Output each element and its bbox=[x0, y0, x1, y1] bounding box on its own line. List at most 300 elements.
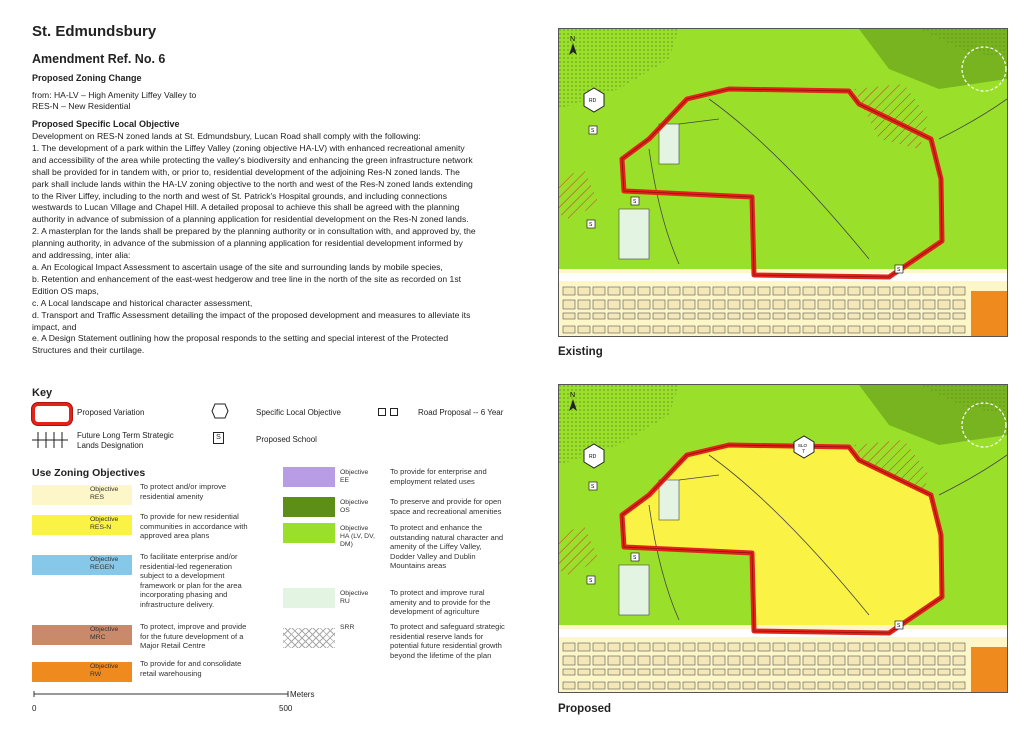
building bbox=[818, 682, 830, 689]
zoning-code-label: Objective bbox=[90, 556, 119, 563]
proposed-school-icon: S bbox=[213, 432, 224, 444]
building bbox=[728, 326, 740, 333]
building bbox=[578, 682, 590, 689]
zoning-code: RES-N bbox=[90, 524, 112, 531]
building bbox=[848, 313, 860, 319]
building bbox=[848, 669, 860, 675]
proposed-school-label: Proposed School bbox=[256, 435, 317, 444]
zoning-description: residential-led regeneration bbox=[140, 561, 233, 571]
building bbox=[743, 326, 755, 333]
building bbox=[908, 313, 920, 319]
building bbox=[953, 313, 965, 319]
hospital-building bbox=[659, 480, 679, 520]
building bbox=[608, 656, 620, 665]
building bbox=[668, 656, 680, 665]
building bbox=[938, 669, 950, 675]
building bbox=[863, 643, 875, 651]
north-label: N bbox=[570, 392, 576, 399]
building bbox=[683, 326, 695, 333]
building bbox=[893, 682, 905, 689]
slo-line: Structures and their curtilage. bbox=[32, 345, 145, 356]
school-code: S bbox=[589, 578, 593, 584]
building bbox=[893, 326, 905, 333]
zoning-description: To protect and/or improve bbox=[140, 482, 227, 491]
building bbox=[833, 287, 845, 295]
building bbox=[743, 682, 755, 689]
building bbox=[563, 313, 575, 319]
building bbox=[668, 669, 680, 675]
scale-zero: 0 bbox=[32, 704, 37, 713]
building bbox=[743, 669, 755, 675]
slo-line: a. An Ecological Impact Assessment to ascertain usage of the site and surrounding lands by mobile species, bbox=[32, 261, 443, 272]
zoning-description: subject to a development bbox=[140, 571, 225, 581]
building bbox=[788, 326, 800, 333]
zoning-change-from: from: HA-LV – High Amenity Liffey Valley to bbox=[32, 90, 197, 100]
building bbox=[623, 682, 635, 689]
building bbox=[563, 326, 575, 333]
building bbox=[893, 656, 905, 665]
zoning-description: To provide for new residential bbox=[140, 512, 239, 521]
building bbox=[713, 643, 725, 651]
building bbox=[563, 669, 575, 675]
zoning-description: Major Retail Centre bbox=[140, 641, 206, 651]
building bbox=[803, 682, 815, 689]
building bbox=[878, 682, 890, 689]
zoning-description: approved area plans bbox=[140, 531, 210, 541]
hospital-building bbox=[619, 209, 649, 259]
building bbox=[893, 643, 905, 651]
building bbox=[638, 682, 650, 689]
building bbox=[848, 287, 860, 295]
slo-line: authority in advance of submission of a planning application for residential development on the Res-N zoned lands. bbox=[32, 214, 469, 225]
building bbox=[848, 682, 860, 689]
building bbox=[923, 682, 935, 689]
slo-line: park shall include lands within the HA-LV zoning objective to the north and west of the Res-N zoned lands extending bbox=[32, 178, 473, 189]
zoning-code-label: Objective bbox=[340, 499, 369, 506]
building bbox=[758, 313, 770, 319]
building bbox=[563, 287, 575, 295]
building bbox=[803, 326, 815, 333]
slo-heading: Proposed Specific Local Objective bbox=[32, 119, 180, 129]
road-proposal-square-icon bbox=[390, 408, 398, 416]
building bbox=[863, 300, 875, 309]
zoning-swatch bbox=[283, 467, 335, 487]
road-code: RD bbox=[589, 98, 597, 104]
hospital-building bbox=[619, 565, 649, 615]
building bbox=[758, 287, 770, 295]
building bbox=[773, 313, 785, 319]
zoning-description: framework or plan for the area bbox=[140, 580, 242, 590]
slo-code: SLO bbox=[798, 443, 808, 448]
building bbox=[773, 669, 785, 675]
building bbox=[638, 326, 650, 333]
building bbox=[698, 313, 710, 319]
zoning-description: employment related uses bbox=[390, 476, 475, 486]
building bbox=[788, 643, 800, 651]
building bbox=[758, 682, 770, 689]
building bbox=[623, 326, 635, 333]
building bbox=[743, 287, 755, 295]
zoning-code-label: Objective bbox=[340, 469, 369, 476]
zoning-description: residential amenity bbox=[140, 491, 204, 501]
building bbox=[803, 669, 815, 675]
building bbox=[623, 669, 635, 675]
building bbox=[728, 656, 740, 665]
building bbox=[923, 313, 935, 319]
building bbox=[743, 300, 755, 309]
building bbox=[698, 326, 710, 333]
building bbox=[938, 682, 950, 689]
building bbox=[728, 669, 740, 675]
building bbox=[683, 643, 695, 651]
building bbox=[563, 643, 575, 651]
building bbox=[593, 287, 605, 295]
building bbox=[668, 313, 680, 319]
building bbox=[803, 287, 815, 295]
building bbox=[893, 300, 905, 309]
building bbox=[713, 287, 725, 295]
zoning-code: MRC bbox=[90, 634, 106, 641]
building bbox=[683, 300, 695, 309]
zoning-code-label: SRR bbox=[340, 624, 355, 631]
slo-line: and addressing, inter alia: bbox=[32, 250, 131, 261]
building bbox=[728, 682, 740, 689]
building bbox=[803, 313, 815, 319]
building bbox=[653, 313, 665, 319]
map-canvas bbox=[559, 29, 1007, 336]
zoning-change-heading: Proposed Zoning Change bbox=[32, 73, 142, 83]
building bbox=[848, 300, 860, 309]
building bbox=[593, 682, 605, 689]
building bbox=[653, 326, 665, 333]
zoning-code-label: Objective bbox=[90, 663, 119, 670]
building bbox=[923, 669, 935, 675]
building bbox=[668, 643, 680, 651]
building bbox=[773, 326, 785, 333]
slo-line: c. A Local landscape and historical character assessment, bbox=[32, 297, 253, 308]
building bbox=[773, 287, 785, 295]
building bbox=[833, 656, 845, 665]
building bbox=[923, 656, 935, 665]
building bbox=[668, 287, 680, 295]
zoning-change-to: RES-N – New Residential bbox=[32, 101, 131, 111]
building bbox=[953, 656, 965, 665]
map-existing-label: Existing bbox=[558, 346, 603, 358]
slo-line: Development on RES-N zoned lands at St. Edmundsbury, Lucan Road shall comply with the following: bbox=[32, 131, 421, 141]
building bbox=[878, 669, 890, 675]
zoning-description: To protect and improve rural bbox=[390, 588, 485, 597]
building bbox=[593, 300, 605, 309]
slo-line: to the River Liffey, including to the north and west of St. Patrick's Hospital grounds, and including connections bbox=[32, 190, 448, 201]
slo-line: b. Retention and enhancement of the east-west hedgerow and tree line in the north of the site as recorded on 1st bbox=[32, 273, 462, 284]
zoning-description: development of agriculture bbox=[390, 607, 480, 617]
building bbox=[923, 287, 935, 295]
building bbox=[728, 643, 740, 651]
north-label: N bbox=[570, 36, 576, 43]
slo-line: westwards to Lucan Village and Chapel Hill. A detailed proposal to achieve this shall be agreed with the planning bbox=[32, 202, 460, 213]
building bbox=[773, 682, 785, 689]
retail-zone bbox=[971, 647, 1007, 692]
building bbox=[953, 682, 965, 689]
building bbox=[818, 669, 830, 675]
building bbox=[938, 643, 950, 651]
building bbox=[758, 300, 770, 309]
building bbox=[713, 656, 725, 665]
building bbox=[908, 656, 920, 665]
building bbox=[788, 313, 800, 319]
building bbox=[713, 682, 725, 689]
future-long-term-label-1: Future Long Term Strategic bbox=[77, 431, 174, 440]
building bbox=[728, 300, 740, 309]
zoning-description: amenity and to provide for the bbox=[390, 597, 491, 607]
building bbox=[653, 300, 665, 309]
page-title: St. Edmundsbury bbox=[32, 23, 157, 40]
zoning-code-label: Objective bbox=[90, 516, 119, 523]
building bbox=[683, 313, 695, 319]
zoning-code: REGEN bbox=[90, 564, 115, 571]
building bbox=[608, 287, 620, 295]
building bbox=[758, 669, 770, 675]
zoning-description: To preserve and provide for open bbox=[390, 497, 502, 506]
zoning-description: To protect and safeguard strategic bbox=[390, 622, 505, 631]
building bbox=[863, 313, 875, 319]
school-code: S bbox=[591, 484, 595, 490]
building bbox=[803, 643, 815, 651]
building bbox=[938, 656, 950, 665]
building bbox=[638, 656, 650, 665]
slo-line: impact, and bbox=[32, 321, 77, 332]
scale-unit: Meters bbox=[290, 690, 315, 699]
scale-500: 500 bbox=[279, 704, 293, 713]
building bbox=[698, 300, 710, 309]
building bbox=[833, 643, 845, 651]
building bbox=[653, 287, 665, 295]
zoning-code-label: Objective bbox=[340, 590, 369, 597]
building bbox=[878, 300, 890, 309]
zoning-description: space and recreational amenities bbox=[390, 506, 502, 516]
building bbox=[923, 643, 935, 651]
building bbox=[878, 656, 890, 665]
zoning-description: To provide for and consolidate bbox=[140, 659, 242, 668]
building bbox=[773, 656, 785, 665]
building bbox=[758, 643, 770, 651]
zoning-code: RW bbox=[90, 671, 102, 678]
school-code: S bbox=[897, 267, 901, 273]
building bbox=[623, 287, 635, 295]
building bbox=[578, 656, 590, 665]
zoning-description: retail warehousing bbox=[140, 668, 202, 678]
building bbox=[818, 313, 830, 319]
future-long-term-label-2: Lands Designation bbox=[77, 441, 144, 450]
map-proposed bbox=[558, 384, 1008, 693]
building bbox=[623, 300, 635, 309]
building bbox=[623, 313, 635, 319]
building bbox=[713, 300, 725, 309]
building bbox=[833, 313, 845, 319]
building bbox=[698, 643, 710, 651]
building bbox=[668, 326, 680, 333]
building bbox=[803, 656, 815, 665]
building bbox=[698, 682, 710, 689]
road-proposal-square-icon bbox=[378, 408, 386, 416]
building bbox=[608, 326, 620, 333]
building bbox=[848, 326, 860, 333]
zoning-swatch bbox=[283, 523, 335, 543]
building bbox=[908, 326, 920, 333]
building bbox=[893, 313, 905, 319]
building bbox=[638, 669, 650, 675]
specific-local-objective-hexagon-icon bbox=[211, 403, 229, 419]
building bbox=[893, 669, 905, 675]
building bbox=[938, 313, 950, 319]
zoning-description: residential reserve lands for bbox=[390, 631, 484, 641]
building bbox=[758, 656, 770, 665]
building bbox=[578, 326, 590, 333]
building bbox=[833, 300, 845, 309]
building bbox=[698, 287, 710, 295]
slo-line: e. A Design Statement outlining how the proposal responds to the setting and special interest of the Protected bbox=[32, 333, 449, 344]
school-code: S bbox=[633, 199, 637, 205]
building bbox=[818, 643, 830, 651]
zoning-description: To protect and enhance the bbox=[390, 523, 483, 532]
slo-line: 2. A masterplan for the lands shall be prepared by the planning authority or in consultation with, and approved by, the bbox=[32, 226, 476, 237]
building bbox=[683, 287, 695, 295]
zoning-description: communities in accordance with bbox=[140, 521, 248, 531]
zoning-description: Dodder Valley and Dublin bbox=[390, 551, 476, 561]
zoning-code: RES bbox=[90, 494, 104, 501]
building bbox=[908, 287, 920, 295]
building bbox=[833, 682, 845, 689]
building bbox=[728, 313, 740, 319]
building bbox=[908, 300, 920, 309]
map-canvas bbox=[559, 385, 1007, 692]
building bbox=[848, 656, 860, 665]
building bbox=[623, 656, 635, 665]
building bbox=[923, 326, 935, 333]
school-code: S bbox=[589, 222, 593, 228]
building bbox=[668, 682, 680, 689]
slo-number: 7 bbox=[802, 449, 805, 455]
building bbox=[653, 656, 665, 665]
slo-line: d. Transport and Traffic Assessment detailing the impact of the proposed development and measures to alleviate its bbox=[32, 309, 471, 320]
use-zoning-heading: Use Zoning Objectives bbox=[32, 467, 146, 479]
building bbox=[593, 669, 605, 675]
zoning-code: RU bbox=[340, 598, 350, 605]
building bbox=[608, 643, 620, 651]
zoning-swatch bbox=[283, 628, 335, 648]
building bbox=[638, 300, 650, 309]
building bbox=[578, 643, 590, 651]
amendment-ref: Amendment Ref. No. 6 bbox=[32, 52, 166, 66]
building bbox=[713, 326, 725, 333]
zoning-code-label: Objective bbox=[340, 525, 369, 532]
building bbox=[623, 643, 635, 651]
building bbox=[683, 669, 695, 675]
building bbox=[563, 682, 575, 689]
building bbox=[593, 326, 605, 333]
building bbox=[758, 326, 770, 333]
building bbox=[863, 287, 875, 295]
building bbox=[878, 643, 890, 651]
zoning-code-cont: DM) bbox=[340, 541, 353, 548]
building bbox=[608, 300, 620, 309]
building bbox=[938, 326, 950, 333]
building bbox=[923, 300, 935, 309]
zoning-description: Mountains areas bbox=[390, 561, 447, 571]
zoning-swatch bbox=[283, 588, 335, 608]
building bbox=[953, 300, 965, 309]
zoning-code: EE bbox=[340, 477, 350, 484]
building bbox=[743, 656, 755, 665]
building bbox=[683, 656, 695, 665]
scale-bar bbox=[33, 691, 303, 715]
building bbox=[908, 682, 920, 689]
building bbox=[638, 313, 650, 319]
building bbox=[773, 300, 785, 309]
key-heading: Key bbox=[32, 387, 53, 399]
slo-line: Edition OS maps, bbox=[32, 285, 99, 296]
zoning-description: To provide for enterprise and bbox=[390, 467, 487, 476]
zoning-description: amenity of the Liffey Valley, bbox=[390, 542, 482, 552]
building bbox=[788, 669, 800, 675]
building bbox=[578, 300, 590, 309]
building bbox=[653, 643, 665, 651]
building bbox=[878, 287, 890, 295]
slo-line: 1. The development of a park within the Liffey Valley (zoning objective HA-LV) with enhanced recreational amenity bbox=[32, 142, 465, 153]
building bbox=[743, 313, 755, 319]
building bbox=[863, 656, 875, 665]
road-proposal-label: Road Proposal -- 6 Year bbox=[418, 408, 504, 417]
building bbox=[953, 643, 965, 651]
building bbox=[563, 300, 575, 309]
building bbox=[638, 643, 650, 651]
building bbox=[638, 287, 650, 295]
building bbox=[653, 682, 665, 689]
zoning-description: To facilitate enterprise and/or bbox=[140, 552, 238, 561]
building bbox=[608, 669, 620, 675]
road-code: RD bbox=[589, 454, 597, 460]
building bbox=[578, 669, 590, 675]
school-code: S bbox=[633, 555, 637, 561]
future-long-term-symbol bbox=[32, 430, 68, 450]
building bbox=[818, 656, 830, 665]
hospital-building bbox=[659, 124, 679, 164]
zoning-code: OS bbox=[340, 507, 350, 514]
building bbox=[578, 287, 590, 295]
building bbox=[863, 682, 875, 689]
school-code: S bbox=[897, 623, 901, 629]
building bbox=[938, 287, 950, 295]
slo-line: planning authority, in advance of the submission of a planning application for residential development informed by bbox=[32, 238, 463, 249]
building bbox=[818, 287, 830, 295]
building bbox=[788, 300, 800, 309]
building bbox=[578, 313, 590, 319]
zoning-description: for the future development of a bbox=[140, 631, 244, 641]
building bbox=[698, 669, 710, 675]
building bbox=[953, 326, 965, 333]
proposed-variation-label: Proposed Variation bbox=[77, 408, 145, 417]
slo-line: shall be provided for in tandem with, or prior to, residential development of the adjoining Res-N zoned lands. The bbox=[32, 166, 460, 177]
map-existing bbox=[558, 28, 1008, 337]
building bbox=[608, 313, 620, 319]
building bbox=[593, 643, 605, 651]
building bbox=[878, 313, 890, 319]
building bbox=[593, 656, 605, 665]
specific-local-objective-label: Specific Local Objective bbox=[256, 408, 341, 417]
zoning-code: HA (LV, DV, bbox=[340, 533, 375, 540]
building bbox=[743, 643, 755, 651]
building bbox=[608, 682, 620, 689]
